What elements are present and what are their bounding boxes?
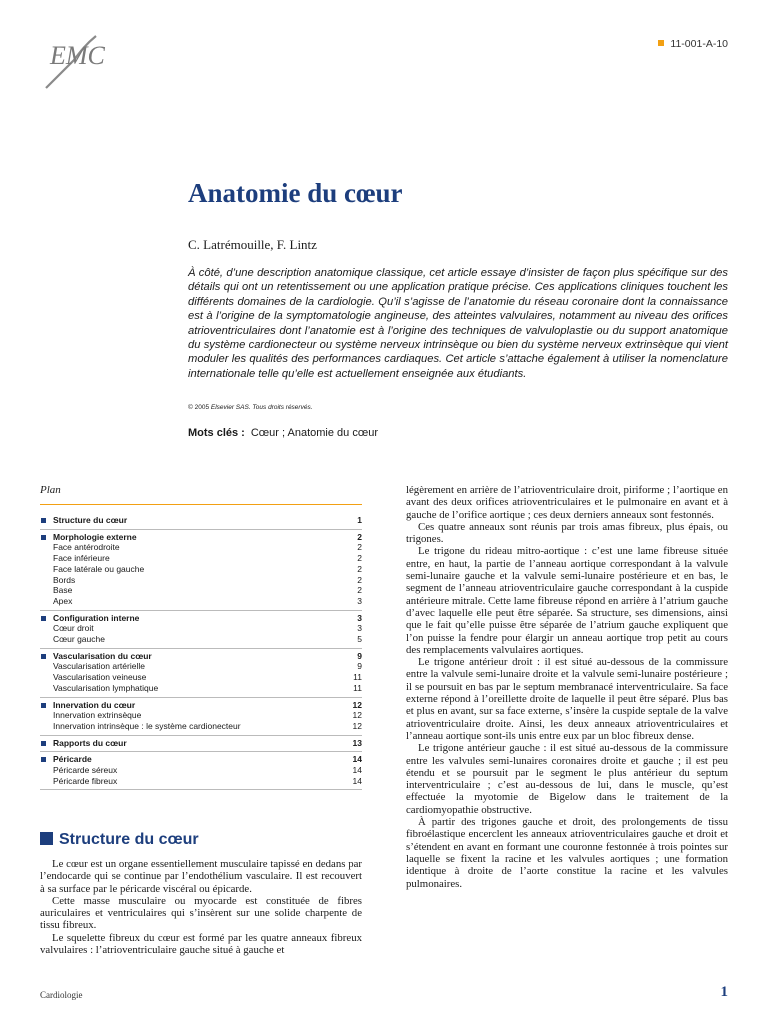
plan-subentry-label: Vascularisation lymphatique (53, 682, 159, 693)
right-column-text (406, 484, 728, 890)
plan-entry[interactable] (40, 700, 362, 711)
plan-subentry[interactable] (40, 672, 362, 683)
plan-section (40, 736, 362, 753)
svg-text:EMC: EMC (50, 41, 105, 70)
plan-section (40, 513, 362, 530)
journal-name: Cardiologie (40, 990, 83, 1000)
plan-entry-page: 2 (357, 531, 362, 542)
paragraph: Le cœur est un organe essentiellement musculaire tapissé en dedans par l’endocarde qui se continue par l’endothélium vasculaire. Il est recouvert à sa surface par le péricarde viscéral ou épicarde. (40, 858, 362, 895)
plan-entry[interactable] (40, 515, 362, 526)
plan-entry-page: 14 (352, 754, 362, 765)
plan-toc (40, 484, 362, 790)
plan-subentry[interactable] (40, 585, 362, 596)
plan-entry[interactable] (40, 613, 362, 624)
plan-subentry-page: 2 (357, 542, 362, 553)
paragraph: légèrement en arrière de l’atrioventriculaire droit, piriforme ; l’aortique en avant des deux orifices atrioventriculaires et le pulmonaire en avant et à gauche de l’orifice aortique ; ces deux derniers anneaux sont festonnés. (406, 484, 728, 521)
plan-subentry-page: 11 (353, 672, 362, 683)
plan-section (40, 752, 362, 790)
plan-section (40, 611, 362, 649)
plan-entry[interactable] (40, 651, 362, 662)
plan-entry[interactable] (40, 532, 362, 543)
orange-square-icon (658, 40, 664, 46)
plan-entry-label: Péricarde (40, 754, 92, 765)
plan-subentry-page: 12 (352, 720, 362, 731)
plan-subentry-label: Face antérodroite (53, 542, 120, 553)
plan-subentry[interactable] (40, 776, 362, 787)
plan-subentry-label: Face inférieure (53, 553, 110, 564)
paragraph: Le squelette fibreux du cœur est formé par les quatre anneaux fibreux valvulaires : l’atrioventriculaire gauche situé à gauche et (40, 931, 362, 957)
article-abstract: À côté, d’une description anatomique classique, cet article essaye d’insister de façon plus spécifique sur des détails qui ont un retentissement ou une application pratique précise. Ces applications cliniques touchent les différents domaines de la cardiologie. Qu’il s’agisse de l’anatomie du réseau coronaire dont la connaissance est à l’origine de la symptomatologie angineuse, des atteintes valvulaires, notamment au niveau des orifices atrioventriculaires dont l’anatomie est à l’origine des techniques de valvuloplastie ou du support anatomique du système cardionecteur ou système nerveux intrinsèque ou bien du système nerveux extrinsèque qui vient moduler les qualités des performances cardiaques. Cet article s’attache également à utiliser la nomenclature internationale telle qu’elle est actuellement enseignée aux étudiants. (188, 267, 728, 380)
plan-entry-page: 1 (357, 515, 362, 525)
plan-subentry[interactable] (40, 564, 362, 575)
plan-list (40, 513, 362, 790)
plan-subentry-page: 2 (357, 574, 362, 585)
left-column-text (40, 858, 362, 956)
keywords (188, 427, 378, 439)
plan-subentry[interactable] (40, 542, 362, 553)
plan-entry-label: Morphologie externe (40, 532, 137, 543)
plan-subentry-label: Vascularisation artérielle (53, 661, 145, 672)
plan-entry-label: Vascularisation du cœur (40, 651, 152, 662)
plan-entry-label: Configuration interne (40, 613, 139, 624)
plan-subentry-label: Face latérale ou gauche (53, 563, 145, 574)
plan-subentry[interactable] (40, 721, 362, 732)
plan-subentry-label: Cœur droit (53, 623, 94, 634)
plan-subentry-label: Vascularisation veineuse (53, 672, 147, 683)
plan-entry[interactable] (40, 738, 362, 749)
plan-subentry-page: 2 (357, 563, 362, 574)
plan-entry-label: Rapports du cœur (40, 738, 127, 749)
plan-subentry-page: 9 (357, 661, 362, 672)
page-number: 1 (720, 984, 728, 1000)
plan-subentry-page: 2 (357, 585, 362, 596)
section-heading: Structure du cœur (40, 831, 199, 849)
keywords-label: Mots clés : (188, 427, 245, 439)
plan-subentry[interactable] (40, 765, 362, 776)
plan-subentry-label: Péricarde fibreux (53, 775, 118, 786)
plan-subentry[interactable] (40, 553, 362, 564)
paragraph: Ces quatre anneaux sont réunis par trois amas fibreux, plus épais, ou trigones. (406, 520, 728, 546)
plan-subentry-label: Bords (53, 574, 76, 585)
plan-entry-page: 9 (357, 650, 362, 661)
plan-entry[interactable] (40, 754, 362, 765)
paragraph: Le trigone antérieur droit : il est situé au-dessous de la commissure entre la valvule semi-lunaire droite et la valvule semi-lunaire postérieure ; il se poursuit en bas par le septum membranacé interventriculaire. Sa face externe répond à l’oreillette droite de laquelle il peut être séparé. Plus bas et plus en avant, sur sa face externe, s’insère la cuspide septale de la valve atrioventriculaire droite. Ainsi, les deux anneaux atrioventriculaires et l’anneau aortique sont-ils unis entre eux par un bloc fibreux dense. (406, 656, 728, 742)
plan-heading: Plan (40, 484, 362, 505)
keywords-values: Cœur ; Anatomie du cœur (250, 427, 379, 439)
plan-subentry-label: Péricarde séreux (53, 765, 118, 776)
article-title: Anatomie du cœur (188, 178, 403, 208)
emc-logo (40, 30, 120, 92)
plan-subentry-page: 2 (357, 553, 362, 564)
plan-subentry[interactable] (40, 623, 362, 634)
copyright-line: © 2005 Elsevier SAS. Tous droits réservés. (188, 404, 313, 411)
plan-subentry-label: Innervation extrinsèque (53, 710, 142, 721)
paragraph: Cette masse musculaire ou myocarde est constituée de fibres auriculaires et ventriculaires qui s’insèrent sur une solide charpente de tissu fibreux. (40, 894, 362, 932)
paragraph: Le trigone du rideau mitro-aortique : c’est une lame fibreuse située entre, en haut, la partie de l’anneau aortique correspondant à la valvule semi-lunaire gauche et la valvule semi-lunaire postérieure et en bas, le segment de l’anneau atrioventriculaire gauche correspondant à la cuspide antérieure mitrale. Cette lame fibreuse répond en arrière à l’atrium gauche d’avec laquelle elle peut être séparée. Sa structure, ses dimensions, ainsi que le fait qu’elle puisse être séparée de l’atrium gauche expliquent que l’on puisse la fendre pour élargir un anneau aortique trop petit au cours des remplacements valvulaires aortiques. (406, 545, 728, 656)
plan-section (40, 649, 362, 698)
plan-subentry-page: 12 (352, 710, 362, 721)
plan-subentry-label: Base (53, 585, 73, 596)
plan-entry-label: Innervation du cœur (40, 700, 135, 711)
plan-subentry-page: 11 (353, 682, 362, 693)
plan-section (40, 530, 362, 611)
plan-entry-page: 13 (352, 737, 362, 748)
plan-section (40, 698, 362, 736)
plan-subentry-page: 14 (352, 765, 362, 776)
plan-subentry-label: Innervation intrinsèque : le système cardionecteur (53, 720, 241, 731)
plan-subentry-label: Cœur gauche (53, 634, 105, 645)
plan-entry-label: Structure du cœur (40, 515, 127, 526)
plan-entry-page: 12 (352, 699, 362, 710)
blue-square-icon (40, 832, 53, 845)
plan-subentry[interactable] (40, 683, 362, 694)
plan-subentry-page: 3 (357, 595, 362, 606)
article-reference: 11-001-A-10 (658, 38, 728, 50)
paragraph: Le trigone antérieur gauche : il est situé au-dessous de la commissure entre les valvules semi-lunaires coronaires droite et gauche ; il est peu étendu et se poursuit par le segment le plus antérieur du septum interventriculaire ; c’est au-dessous de lui, dans le muscle, qu’est effectuée la myotomie de Bigelow dans le traitement de la cardiomyopathie obstructive. (406, 742, 728, 816)
plan-subentry[interactable] (40, 575, 362, 586)
plan-subentry[interactable] (40, 710, 362, 721)
article-authors: C. Latrémouille, F. Lintz (188, 237, 317, 252)
plan-subentry-label: Apex (53, 595, 73, 606)
plan-subentry-page: 14 (352, 775, 362, 786)
paragraph: À partir des trigones gauche et droit, des prolongements de tissu fibroélastique encerclent les anneaux atrioventriculaires gauche et droit et s’étendent en avant en formant une couronne festonnée à trois pointes sur laquelle se fixent la racine et les valvules aortiques ; une formation identique à droite de l’aorte constitue la racine et les valvules pulmonaires. (406, 816, 728, 890)
plan-subentry[interactable] (40, 596, 362, 607)
plan-subentry-page: 3 (357, 623, 362, 634)
plan-subentry[interactable] (40, 634, 362, 645)
plan-subentry-page: 5 (357, 634, 362, 645)
plan-subentry[interactable] (40, 661, 362, 672)
plan-entry-page: 3 (357, 612, 362, 623)
